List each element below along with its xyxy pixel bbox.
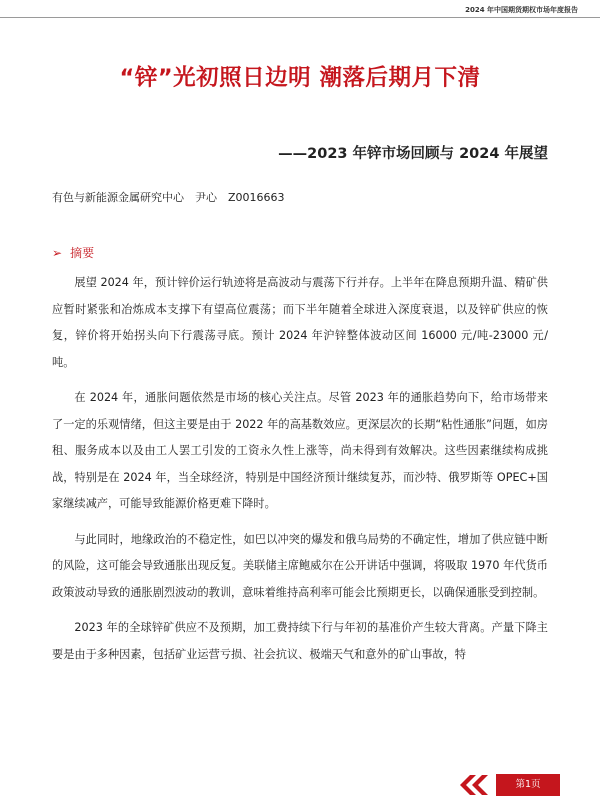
- paragraph: 在 2024 年，通胀问题依然是市场的核心关注点。尽管 2023 年的通胀趋势向下，给市场带来了一定的乐观情绪，但这主要是由于 2022 年的高基数效应。更深层次的长期“粘性通胀”问题，如房租、服务成本以及由工人罢工引发的工资永久性上涨等，尚未得到有效解决。这些因素继续构成挑战，特别是在 2024 年，当全球经济，特别是中国经济预计继续复苏，而沙特、俄罗斯等 OPEC+国家继续减产，可能导致能源价格更难下降时。: [52, 391, 548, 510]
- company-logo: [6, 0, 116, 10]
- header-divider: [0, 17, 600, 18]
- double-chevron-left-icon: [456, 774, 492, 796]
- section-heading: [52, 244, 94, 261]
- report-name: 2024 年中国期货期权市场年度报告: [465, 6, 578, 14]
- paragraph: 2023 年的全球锌矿供应不及预期，加工费持续下行与年初的基准价产生较大背离。产量下降主要是由于多种因素，包括矿业运营亏损、社会抗议、极端天气和意外的矿山事故，特: [52, 621, 548, 661]
- paragraph: 与此同时，地缘政治的不稳定性，如巴以冲突的爆发和俄乌局势的不确定性，增加了供应链中断的风险，这可能会导致通胀出现反复。美联储主席鲍威尔在公开讲话中强调，将吸取 1970 年代货币政策波动导致的通胀剧烈波动的教训，意味着维持高利率可能会比预期更长，以确保通胀受到控制。: [52, 532, 548, 599]
- summary-body: [52, 270, 548, 677]
- section-arrow-icon: ➢: [52, 246, 63, 260]
- company-name: [34, 0, 128, 1]
- section-heading-text: 摘要: [70, 246, 95, 260]
- report-title: “锌”光初照日边明 潮落后期月下清: [119, 65, 481, 91]
- report-subtitle: ——2023 年锌市场回顾与 2024 年展望: [278, 146, 548, 162]
- paragraph: 展望 2024 年，预计锌价运行轨迹将是高波动与震荡下行并存。上半年在降息预期升温、精矿供应暂时紧张和冶炼成本支撑下有望高位震荡；而下半年随着全球进入深度衰退，以及锌矿供应的恢复，锌价将开始拐头向下行震荡寻底。预计 2024 年沪锌整体波动区间 16000 元/吨-23000 元/吨。: [52, 276, 548, 369]
- page-number: 第1页: [496, 774, 560, 796]
- author-line: 有色与新能源金属研究中心 尹心 Z0016663: [52, 191, 285, 204]
